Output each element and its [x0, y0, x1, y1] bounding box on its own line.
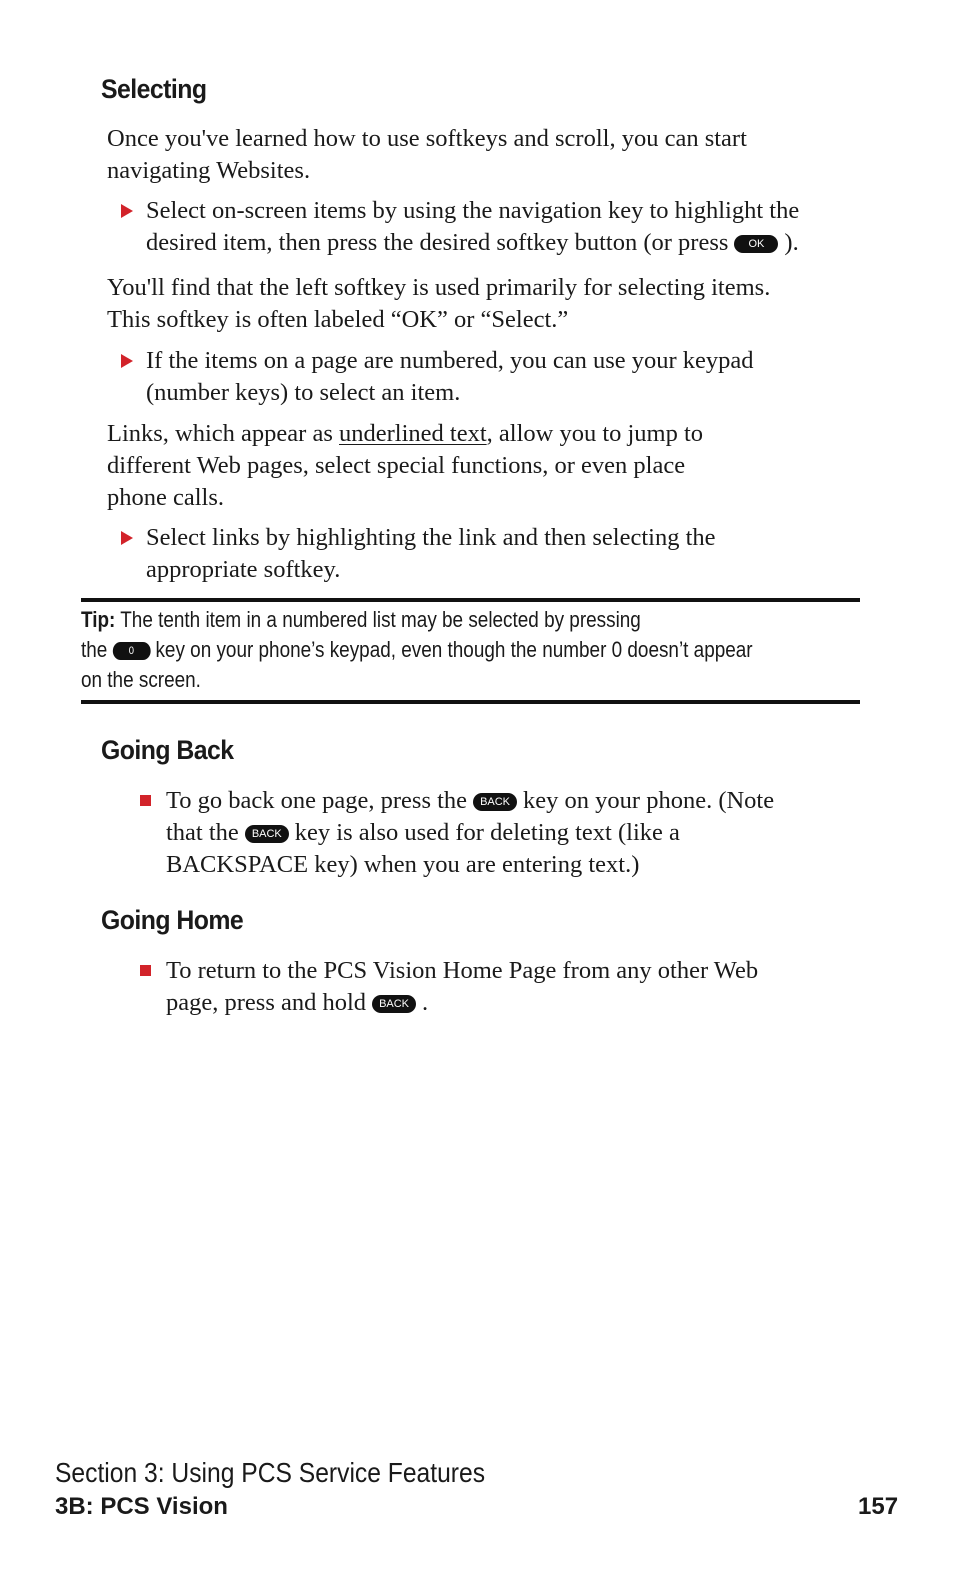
- back-key-icon: BACK: [372, 995, 416, 1013]
- bullet-select-items: [121, 195, 799, 259]
- selecting-heading: Selecting: [101, 74, 207, 104]
- links-paragraph: [107, 418, 703, 514]
- back-key-icon: BACK: [473, 793, 517, 811]
- square-bullet-icon: [140, 965, 151, 976]
- tip-box: [81, 605, 954, 695]
- para2-line-2: This softkey is often labeled “OK” or “Select.”: [107, 306, 569, 333]
- going-back-line-3: BACKSPACE key) when you are entering text.): [166, 851, 640, 878]
- ok-key-icon: OK: [734, 235, 778, 253]
- tip-top-rule: [81, 598, 860, 602]
- going-back-line-1: To go back one page, press the BACK key on your phone. (Note: [166, 787, 775, 814]
- going-back-heading: Going Back: [101, 735, 234, 765]
- tip-line-2: the 0 key on your phone’s keypad, even though the number 0 doesn’t appear: [81, 637, 753, 662]
- triangle-bullet-icon: [121, 354, 133, 368]
- bullet3-line-1: Select links by highlighting the link and then selecting the: [146, 524, 716, 551]
- intro-line-1: Once you've learned how to use softkeys and scroll, you can start: [107, 125, 747, 152]
- triangle-bullet-icon: [121, 531, 133, 545]
- intro-line-2: navigating Websites.: [107, 157, 311, 184]
- going-home-line-2: page, press and hold BACK .: [166, 989, 429, 1016]
- para2-line-1: You'll find that the left softkey is used primarily for selecting items.: [107, 274, 771, 301]
- tip-bottom-rule: [81, 700, 860, 704]
- tip-line-3: on the screen.: [81, 667, 201, 692]
- going-back-line-2: that the BACK key is also used for deleting text (like a: [166, 819, 680, 846]
- softkey-paragraph: [107, 272, 770, 336]
- para3-line-2: different Web pages, select special functions, or even place: [107, 452, 686, 479]
- bullet-numbered-items: [121, 345, 754, 409]
- triangle-bullet-icon: [121, 204, 133, 218]
- zero-key-icon: 0: [112, 642, 150, 660]
- bullet2-line-2: (number keys) to select an item.: [146, 379, 461, 406]
- bullet2-line-1: If the items on a page are numbered, you can use your keypad: [146, 347, 754, 374]
- bullet-select-links: [121, 522, 716, 586]
- bullet-going-back: [140, 785, 774, 881]
- going-home-line-1: To return to the PCS Vision Home Page from any other Web: [166, 957, 759, 984]
- page-number: 157: [858, 1493, 899, 1520]
- bullet3-line-2: appropriate softkey.: [146, 556, 341, 583]
- tip-line-1: Tip: The tenth item in a numbered list may be selected by pressing: [81, 607, 641, 632]
- footer-section-title: Section 3: Using PCS Service Features: [55, 1457, 486, 1488]
- bullet-going-home: [140, 955, 758, 1019]
- tip-label: Tip:: [81, 607, 116, 632]
- para3-line-1: Links, which appear as underlined text, allow you to jump to: [107, 420, 704, 447]
- underlined-text-example: underlined text: [339, 420, 487, 447]
- para3-line-3: phone calls.: [107, 484, 225, 511]
- selecting-intro: [107, 123, 747, 187]
- bullet1-line-2: desired item, then press the desired softkey button (or press OK ).: [146, 229, 799, 256]
- going-home-heading: Going Home: [101, 905, 244, 935]
- square-bullet-icon: [140, 795, 151, 806]
- back-key-icon: BACK: [245, 825, 289, 843]
- footer-subsection: 3B: PCS Vision: [55, 1493, 228, 1520]
- bullet1-line-1: Select on-screen items by using the navigation key to highlight the: [146, 197, 800, 224]
